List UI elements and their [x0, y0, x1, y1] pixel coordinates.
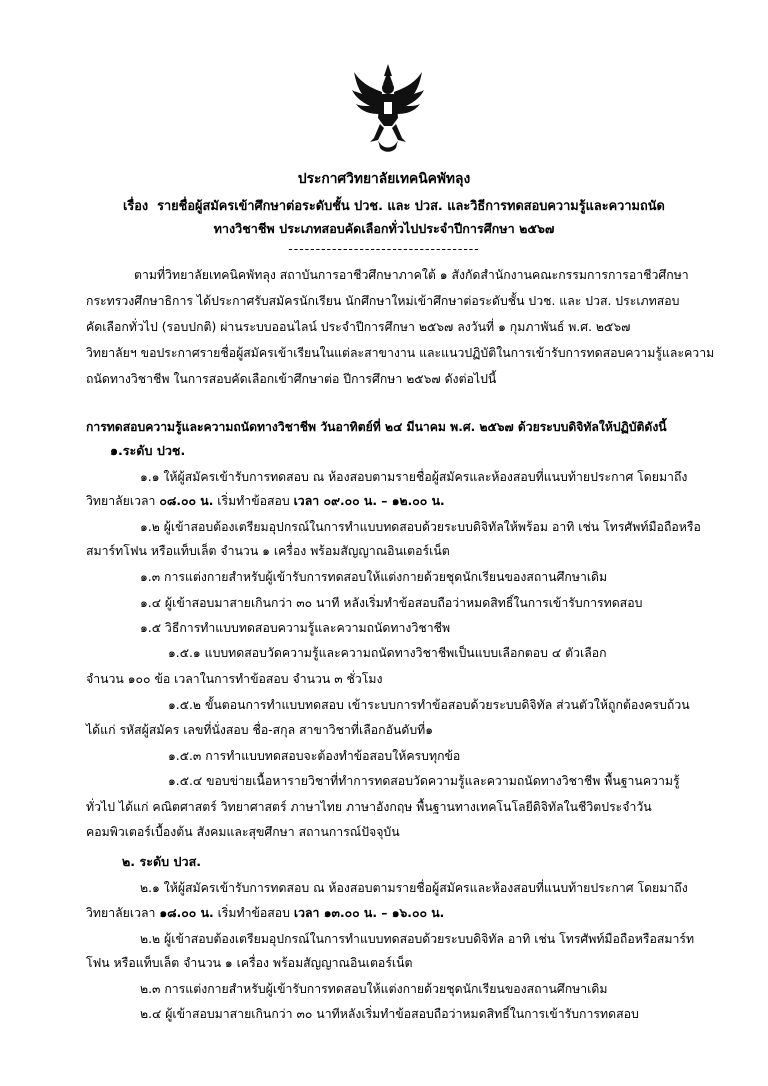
org-title: ประกาศวิทยาลัยเทคนิคพัทลุง	[297, 171, 471, 187]
sec1-item51-line2: จำนวน ๑๐๐ ข้อ เวลาในการทำข้อสอบ จำนวน ๓ ชั่วโมง	[86, 672, 383, 686]
sec1-title: ๑.ระดับ ปวช.	[110, 443, 186, 458]
sec2-start-prefix: เริ่มทำข้อสอบ	[213, 906, 294, 920]
sec2-exam-time: เวลา ๑๓.๐๐ น. – ๑๖.๐๐ น.	[293, 906, 445, 920]
exam-heading: การทดสอบความรู้และความถนัดทางวิชาชีพ วันอาทิตย์ที่ ๒๔ มีนาคม พ.ศ. ๒๕๖๗ ด้วยระบบดิจิทัลให้ปฏิบัติดังนี้	[86, 420, 667, 434]
subject-text-1: รายชื่อผู้สมัครเข้าศึกษาต่อระดับชั้น ปวช. และ ปวส. และวิธีการทดสอบความรู้และความถนัด	[157, 199, 665, 214]
subject-label: เรื่อง	[123, 199, 149, 214]
sec2-item2-line2: โฟน หรือแท็บเล็ต จำนวน ๑ เครื่อง พร้อมสัญญาณอินเตอร์เน็ต	[86, 956, 413, 970]
sec1-item2-line1: ๑.๒ ผู้เข้าสอบต้องเตรียมอุปกรณ์ในการทำแบบทดสอบด้วยระบบดิจิทัลให้พร้อม อาทิ เช่น โทรศัพท์มือถือหรือ	[140, 520, 701, 534]
sec2-item1-line2	[86, 904, 444, 922]
sec2-title: ๒. ระดับ ปวส.	[122, 854, 202, 869]
sec1-start-prefix: เริ่มทำข้อสอบ	[213, 494, 294, 508]
sec1-item54-line3: คอมพิวเตอร์เบื้องต้น สังคมและสุขศึกษา สถานการณ์ปัจจุบัน	[86, 825, 400, 839]
sec1-item54-line1: ๑.๕.๔ ขอบข่ายเนื้อหารายวิชาที่ทำการทดสอบวัดความรู้และความถนัดทางวิชาชีพ พื้นฐานความรู้	[168, 774, 680, 788]
intro-line-5: ถนัดทางวิชาชีพ ในการสอบคัดเลือกเข้าศึกษาต่อ ปีการศึกษา ๒๕๖๗ ดังต่อไปนี้	[86, 372, 497, 386]
sec2-item1-line1: ๒.๑ ให้ผู้สมัครเข้ารับการทดสอบ ณ ห้องสอบตามรายชื่อผู้สมัครและห้องสอบที่แนบท้ายประกาศ โดยมาถึง	[140, 881, 688, 895]
sec1-item52-line2: ได้แก่ รหัสผู้สมัคร เลขที่นั่งสอบ ชื่อ-สกุล สาขาวิชาที่เลือกอันดับที่๑	[86, 723, 434, 737]
sec1-item1-line1: ๑.๑ ให้ผู้สมัครเข้ารับการทดสอบ ณ ห้องสอบตามรายชื่อผู้สมัครและห้องสอบที่แนบท้ายประกาศ โดยมาถึง	[140, 470, 688, 484]
sec1-item53: ๑.๕.๓ การทำแบบทดสอบจะต้องทำข้อสอบให้ครบทุกข้อ	[168, 749, 461, 763]
subject-line-1	[123, 198, 665, 216]
intro-line-4: วิทยาลัยฯ ขอประกาศรายชื่อผู้สมัครเข้าเรียนในแต่ละสาขางาน และแนวปฏิบัติในการเข้ารับการทดสอบความรู้และความ	[86, 346, 715, 360]
intro-line-1: ตามที่วิทยาลัยเทคนิคพัทลุง สถาบันการอาชีวศึกษาภาคใต้ ๑ สังกัดสำนักงานคณะกรรมการการอาชีวศึกษา	[134, 268, 689, 282]
garuda-emblem-icon	[350, 62, 426, 154]
sec1-item1-line2	[86, 492, 445, 510]
sec2-arrival-prefix: วิทยาลัยเวลา	[86, 906, 160, 920]
sec2-item4: ๒.๔ ผู้เข้าสอบมาสายเกินกว่า ๓๐ นาทีหลังเริ่มทำข้อสอบถือว่าหมดสิทธิ์ในการเข้ารับการทดสอบ	[140, 1007, 639, 1021]
sec1-item4: ๑.๔ ผู้เข้าสอบมาสายเกินกว่า ๓๐ นาที หลังเริ่มทำข้อสอบถือว่าหมดสิทธิ์ในการเข้ารับการทดสอบ	[140, 596, 643, 610]
sec1-item51-line1: ๑.๕.๑ แบบทดสอบวัดความรู้และความถนัดทางวิชาชีพเป็นแบบเลือกตอบ ๔ ตัวเลือก	[168, 646, 607, 660]
sec1-item5: ๑.๕ วิธีการทำแบบทดสอบความรู้และความถนัดทางวิชาชีพ	[140, 621, 451, 635]
sec1-arrival-time: ๐๘.๐๐ น.	[159, 494, 214, 508]
intro-line-2: กระทรวงศึกษาธิการ ได้ประกาศรับสมัครนักเรียน นักศึกษาใหม่เข้าศึกษาต่อระดับชั้น ปวช. และ ปวส. ประเภทสอบ	[86, 294, 680, 308]
intro-line-3: คัดเลือกทั่วไป (รอบปกติ) ผ่านระบบออนไลน์ ประจำปีการศึกษา ๒๕๖๗ ลงวันที่ ๑ กุมภาพันธ์ พ.ศ. ๒๕๖๗	[86, 320, 631, 334]
sec2-arrival-time: ๑๘.๐๐ น.	[159, 906, 214, 920]
sec1-exam-time: เวลา ๐๙.๐๐ น. – ๑๒.๐๐ น.	[293, 494, 445, 508]
sec2-item2-line1: ๒.๒ ผู้เข้าสอบต้องเตรียมอุปกรณ์ในการทำแบบทดสอบด้วยระบบดิจิทัล อาทิ เช่น โทรศัพท์มือถือหรือสมาร์ท	[140, 932, 695, 946]
sec1-item3: ๑.๓ การแต่งกายสำหรับผู้เข้ารับการทดสอบให้แต่งกายด้วยชุดนักเรียนของสถานศึกษาเดิม	[140, 570, 608, 584]
sec1-arrival-prefix: วิทยาลัยเวลา	[86, 494, 160, 508]
subject-line-2: ทางวิชาชีพ ประเภทสอบคัดเลือกทั่วไปประจำปีการศึกษา ๒๕๖๗	[213, 221, 555, 236]
sec2-item3: ๒.๓ การแต่งกายสำหรับผู้เข้ารับการทดสอบให้แต่งกายด้วยชุดนักเรียนของสถานศึกษาเดิม	[140, 982, 608, 996]
sec1-item2-line2: สมาร์ทโฟน หรือแท็บเล็ต จำนวน ๑ เครื่อง พร้อมสัญญาณอินเตอร์เน็ต	[86, 544, 450, 558]
heading-divider: -----------------------------------	[288, 241, 480, 256]
sec1-item52-line1: ๑.๕.๒ ขั้นตอนการทำแบบทดสอบ เข้าระบบการทำข้อสอบด้วยระบบดิจิทัล ส่วนตัวให้ถูกต้องครบถ้วน	[168, 698, 690, 712]
sec1-item54-line2: ทั่วไป ได้แก่ คณิตศาสตร์ วิทยาศาสตร์ ภาษาไทย ภาษาอังกฤษ พื้นฐานทางเทคโนโลยีดิจิทัลในชีวิตประจำวัน	[86, 800, 652, 814]
